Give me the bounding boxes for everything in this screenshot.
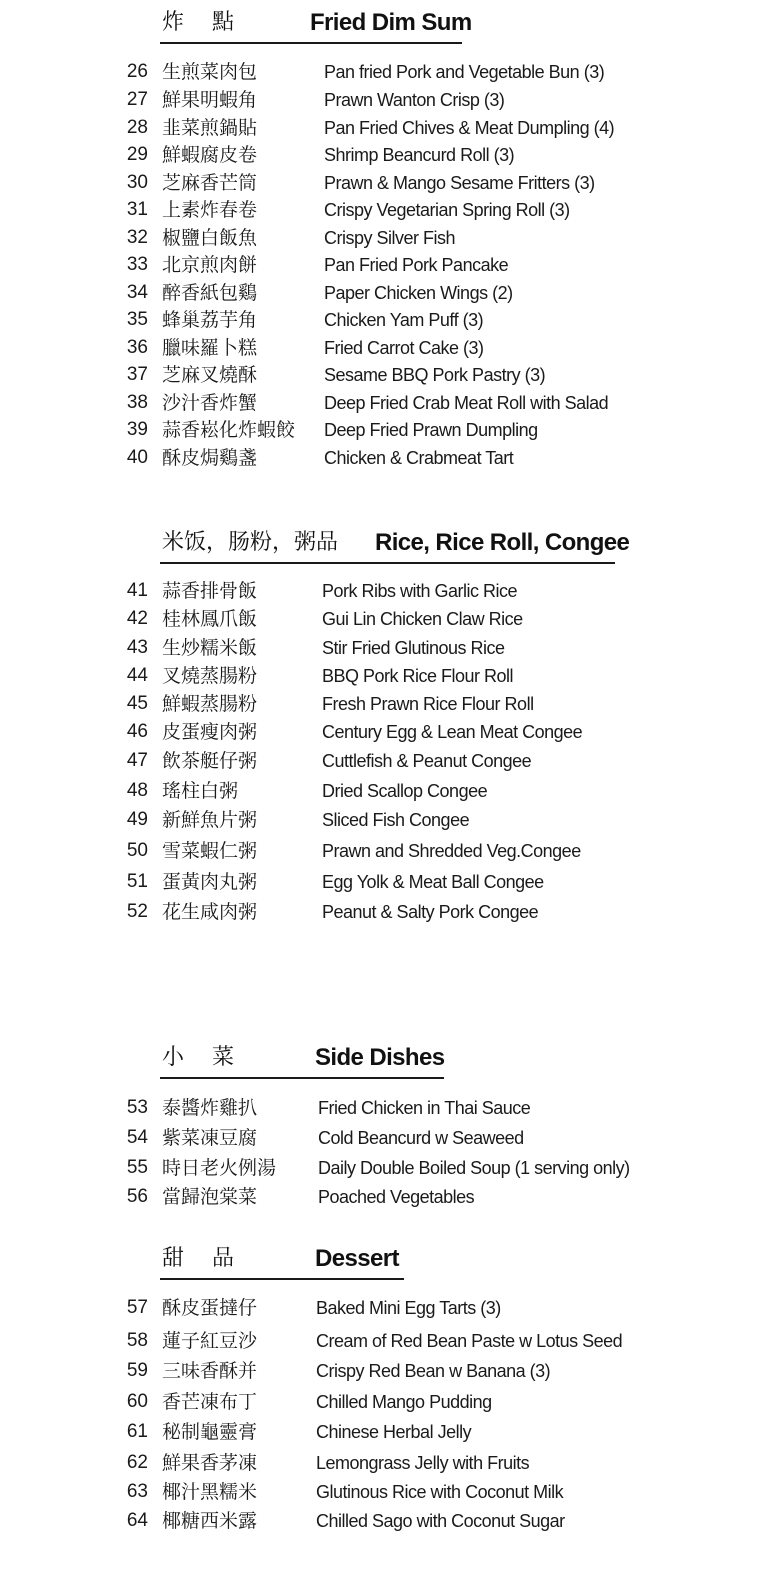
section-header (160, 1043, 444, 1079)
item-name-english: Chicken Yam Puff (3) (324, 310, 484, 330)
item-name-english: Lemongrass Jelly with Fruits (316, 1453, 530, 1473)
section-title-english: Dessert (315, 1245, 399, 1272)
menu-item (0, 224, 765, 252)
menu-item (0, 169, 765, 197)
item-name-chinese: 北京煎肉餅 (162, 254, 258, 276)
menu-item (0, 806, 765, 834)
menu-item (0, 444, 765, 472)
menu-item (0, 662, 765, 690)
menu-item (0, 1449, 765, 1477)
item-number: 33 (126, 254, 148, 275)
item-name-english: Deep Fried Prawn Dumpling (324, 420, 538, 440)
item-name-english: Deep Fried Crab Meat Roll with Salad (324, 393, 609, 413)
item-number: 39 (126, 419, 148, 440)
section-title-chinese: 炸 點 (162, 10, 234, 35)
menu-item (0, 279, 765, 307)
item-name-chinese: 當歸泡棠菜 (162, 1186, 258, 1208)
item-name-english: Chilled Mango Pudding (316, 1392, 492, 1412)
item-number: 46 (126, 721, 148, 742)
item-name-english: Glutinous Rice with Coconut Milk (316, 1482, 564, 1502)
item-number: 38 (126, 392, 148, 413)
item-number: 27 (126, 89, 148, 110)
item-name-english: Fried Chicken in Thai Sauce (318, 1098, 531, 1118)
menu-item (0, 605, 765, 633)
item-name-english: Paper Chicken Wings (2) (324, 283, 513, 303)
menu-item (0, 1154, 765, 1182)
section-title-chinese: 小 菜 (162, 1045, 234, 1070)
item-name-english: Fried Carrot Cake (3) (324, 338, 484, 358)
item-name-chinese: 上素炸春卷 (162, 199, 258, 221)
item-name-chinese: 花生咸肉粥 (162, 901, 258, 923)
item-name-english: Prawn and Shredded Veg.Congee (322, 841, 581, 861)
item-name-chinese: 生煎菜肉包 (162, 61, 258, 83)
menu-item (0, 361, 765, 389)
item-name-chinese: 椰汁黑糯米 (162, 1481, 258, 1503)
item-name-english: Cuttlefish & Peanut Congee (322, 751, 532, 771)
menu-item (0, 334, 765, 362)
section-title-english: Side Dishes (315, 1044, 445, 1071)
item-name-chinese: 生炒糯米飯 (162, 637, 258, 659)
section-title-chinese: 米饭，肠粉，粥品 (162, 530, 339, 555)
menu-item (0, 114, 765, 142)
item-name-chinese: 韭菜煎鍋貼 (162, 117, 258, 139)
section-title-chinese: 甜 品 (162, 1246, 234, 1271)
item-number: 41 (126, 580, 148, 601)
item-name-english: Fresh Prawn Rice Flour Roll (322, 694, 534, 714)
item-number: 36 (126, 337, 148, 358)
section-header (160, 1244, 404, 1280)
item-name-english: Crispy Red Bean w Banana (3) (316, 1361, 551, 1381)
item-name-chinese: 時日老火例湯 (162, 1157, 277, 1179)
item-name-chinese: 椰糖西米露 (162, 1510, 258, 1532)
menu-item (0, 1294, 765, 1322)
menu-item (0, 58, 765, 86)
item-name-english: Cold Beancurd w Seaweed (318, 1128, 524, 1148)
item-number: 40 (126, 447, 148, 468)
item-name-english: Century Egg & Lean Meat Congee (322, 722, 583, 742)
item-name-english: Prawn & Mango Sesame Fritters (3) (324, 173, 595, 193)
item-name-english: Poached Vegetables (318, 1187, 475, 1207)
item-name-english: Sliced Fish Congee (322, 810, 470, 830)
menu-item (0, 747, 765, 775)
item-number: 60 (126, 1391, 148, 1412)
item-name-chinese: 鮮果明蝦角 (162, 89, 258, 111)
section-header (160, 8, 472, 44)
item-number: 64 (126, 1510, 148, 1531)
menu-item (0, 1124, 765, 1152)
menu-item (0, 1418, 765, 1446)
item-name-chinese: 雪菜蝦仁粥 (162, 840, 258, 862)
menu-item (0, 577, 765, 605)
item-name-english: Shrimp Beancurd Roll (3) (324, 145, 515, 165)
item-number: 52 (126, 901, 148, 922)
item-number: 26 (126, 61, 148, 82)
item-name-chinese: 鮮蝦蒸腸粉 (162, 693, 258, 715)
menu-item (0, 1357, 765, 1385)
item-number: 29 (126, 144, 148, 165)
menu-item (0, 898, 765, 926)
menu-item (0, 634, 765, 662)
item-name-chinese: 醉香紙包鷄 (162, 282, 258, 304)
item-name-chinese: 蒜香崧化炸蝦餃 (162, 419, 296, 441)
menu-item (0, 1094, 765, 1122)
item-number: 37 (126, 364, 148, 385)
menu-item (0, 251, 765, 279)
section-title-english: Rice, Rice Roll, Congee (375, 529, 630, 556)
menu-item (0, 1478, 765, 1506)
menu-item (0, 141, 765, 169)
menu-item (0, 1183, 765, 1211)
section-title-english: Fried Dim Sum (310, 9, 472, 36)
item-number: 30 (126, 172, 148, 193)
item-name-chinese: 瑤柱白粥 (162, 780, 239, 802)
item-name-english: Cream of Red Bean Paste w Lotus Seed (316, 1331, 623, 1351)
item-name-english: BBQ Pork Rice Flour Roll (322, 666, 514, 686)
item-number: 47 (126, 750, 148, 771)
item-name-english: Dried Scallop Congee (322, 781, 488, 801)
item-name-english: Pan Fried Chives & Meat Dumpling (4) (324, 118, 615, 138)
item-number: 49 (126, 809, 148, 830)
item-name-english: Egg Yolk & Meat Ball Congee (322, 872, 544, 892)
item-number: 42 (126, 608, 148, 629)
menu-item (0, 837, 765, 865)
menu-item (0, 1507, 765, 1535)
item-name-english: Stir Fried Glutinous Rice (322, 638, 505, 658)
item-name-chinese: 蜂巢荔芋角 (162, 309, 258, 331)
item-number: 56 (126, 1186, 148, 1207)
item-number: 54 (126, 1127, 148, 1148)
item-name-chinese: 鮮蝦腐皮卷 (162, 144, 258, 166)
item-name-chinese: 皮蛋瘦肉粥 (162, 721, 258, 743)
item-name-english: Chinese Herbal Jelly (316, 1422, 472, 1442)
item-name-chinese: 芝麻叉燒酥 (162, 364, 258, 386)
item-name-chinese: 沙汁香炸蟹 (162, 392, 258, 414)
item-number: 62 (126, 1452, 148, 1473)
item-name-chinese: 芝麻香芒筒 (162, 172, 258, 194)
item-number: 28 (126, 117, 148, 138)
item-number: 31 (126, 199, 148, 220)
item-number: 34 (126, 282, 148, 303)
item-name-english: Crispy Silver Fish (324, 228, 456, 248)
item-name-chinese: 蛋黃肉丸粥 (162, 871, 258, 893)
item-name-chinese: 桂林鳳爪飯 (162, 608, 258, 630)
item-name-chinese: 泰醬炸雞扒 (162, 1097, 258, 1119)
menu-item (0, 306, 765, 334)
item-number: 61 (126, 1421, 148, 1442)
item-name-chinese: 酥皮焗鷄盞 (162, 447, 258, 469)
item-name-chinese: 香芒凍布丁 (162, 1391, 258, 1413)
menu-item (0, 1327, 765, 1355)
item-name-english: Sesame BBQ Pork Pastry (3) (324, 365, 546, 385)
item-name-chinese: 蓮子紅豆沙 (162, 1330, 258, 1352)
menu-item (0, 196, 765, 224)
item-number: 58 (126, 1330, 148, 1351)
item-number: 50 (126, 840, 148, 861)
item-number: 55 (126, 1157, 148, 1178)
section-header (160, 528, 630, 564)
menu-item (0, 416, 765, 444)
item-number: 45 (126, 693, 148, 714)
item-name-chinese: 酥皮蛋撻仔 (162, 1297, 258, 1319)
item-name-english: Gui Lin Chicken Claw Rice (322, 609, 523, 629)
item-name-english: Daily Double Boiled Soup (1 serving only) (318, 1158, 630, 1178)
item-number: 59 (126, 1360, 148, 1381)
menu-item (0, 86, 765, 114)
item-number: 32 (126, 227, 148, 248)
item-name-chinese: 椒鹽白飯魚 (162, 227, 258, 249)
item-number: 57 (126, 1297, 148, 1318)
item-name-chinese: 飲茶艇仔粥 (162, 750, 258, 772)
item-name-english: Chilled Sago with Coconut Sugar (316, 1511, 565, 1531)
item-number: 35 (126, 309, 148, 330)
item-name-chinese: 蒜香排骨飯 (162, 580, 258, 602)
menu-item (0, 690, 765, 718)
item-name-english: Prawn Wanton Crisp (3) (324, 90, 505, 110)
item-number: 51 (126, 871, 148, 892)
item-number: 44 (126, 665, 148, 686)
item-number: 53 (126, 1097, 148, 1118)
item-name-chinese: 秘制龜靈膏 (162, 1421, 258, 1443)
item-name-english: Pan Fried Pork Pancake (324, 255, 509, 275)
item-name-chinese: 新鮮魚片粥 (162, 809, 258, 831)
item-name-english: Crispy Vegetarian Spring Roll (3) (324, 200, 570, 220)
item-name-english: Peanut & Salty Pork Congee (322, 902, 539, 922)
item-name-english: Chicken & Crabmeat Tart (324, 448, 514, 468)
item-name-chinese: 叉燒蒸腸粉 (162, 665, 258, 687)
menu-item (0, 1388, 765, 1416)
item-name-chinese: 三味香酥并 (162, 1360, 258, 1382)
item-number: 63 (126, 1481, 148, 1502)
item-number: 43 (126, 637, 148, 658)
item-name-english: Pan fried Pork and Vegetable Bun (3) (324, 62, 605, 82)
item-name-chinese: 臘味羅卜糕 (162, 337, 258, 359)
menu-item (0, 777, 765, 805)
item-name-english: Baked Mini Egg Tarts (3) (316, 1298, 501, 1318)
item-name-chinese: 紫菜凍豆腐 (162, 1127, 258, 1149)
menu-item (0, 868, 765, 896)
item-name-chinese: 鮮果香茅凍 (162, 1452, 258, 1474)
item-name-english: Pork Ribs with Garlic Rice (322, 581, 518, 601)
item-number: 48 (126, 780, 148, 801)
menu-item (0, 389, 765, 417)
menu-item (0, 718, 765, 746)
